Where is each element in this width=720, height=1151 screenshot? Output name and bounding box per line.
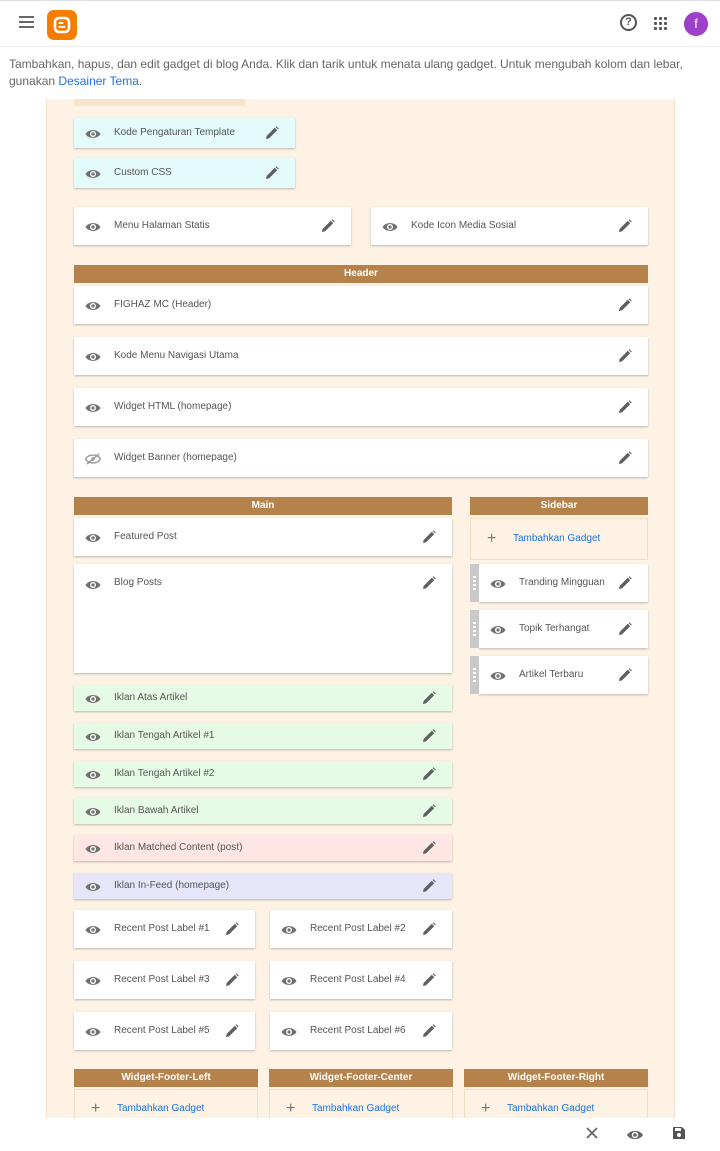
pencil-icon[interactable] bbox=[225, 1024, 239, 1043]
gadget-label: FIGHAZ MC (Header) bbox=[114, 299, 212, 310]
eye-icon[interactable] bbox=[382, 220, 398, 238]
pencil-icon[interactable] bbox=[422, 691, 436, 710]
pencil-icon[interactable] bbox=[422, 1024, 436, 1043]
eye-icon[interactable] bbox=[85, 127, 101, 145]
add-gadget-label: Tambahkan Gadget bbox=[312, 1103, 400, 1114]
pencil-icon[interactable] bbox=[422, 804, 436, 823]
gadget-label: Recent Post Label #6 bbox=[310, 1025, 406, 1036]
eye-icon[interactable] bbox=[490, 623, 506, 641]
layout-description bbox=[9, 56, 699, 90]
eye-icon[interactable] bbox=[85, 220, 101, 238]
gadget-recent-post-4[interactable] bbox=[270, 961, 452, 999]
gadget-label: Recent Post Label #1 bbox=[114, 923, 210, 934]
description-text: Tambahkan, hapus, dan edit gadget di blog Anda. Klik dan tarik untuk menata ulang gadget. Untuk mengubah kolom dan lebar, gunakan bbox=[9, 57, 683, 88]
pencil-icon[interactable] bbox=[618, 349, 632, 368]
eye-icon[interactable] bbox=[490, 577, 506, 595]
eye-icon[interactable] bbox=[85, 350, 101, 368]
gadget-iklan-matched-content[interactable] bbox=[74, 835, 452, 861]
gadget-label: Menu Halaman Statis bbox=[114, 220, 210, 231]
eye-icon[interactable] bbox=[85, 974, 101, 992]
pencil-icon[interactable] bbox=[618, 622, 632, 641]
eye-icon[interactable] bbox=[281, 923, 297, 941]
account-avatar[interactable]: f bbox=[684, 12, 708, 36]
pencil-icon[interactable] bbox=[618, 668, 632, 687]
section-sidebar-title: Sidebar bbox=[470, 497, 648, 515]
help-icon[interactable]: ? bbox=[620, 14, 637, 31]
pencil-icon[interactable] bbox=[225, 922, 239, 941]
eye-icon[interactable] bbox=[85, 923, 101, 941]
blogger-logo[interactable] bbox=[47, 10, 77, 40]
footer-center-add-gadget[interactable] bbox=[269, 1089, 453, 1118]
gadget-kode-icon-media-sosial[interactable] bbox=[371, 207, 648, 245]
pencil-icon[interactable] bbox=[618, 219, 632, 238]
gadget-label: Topik Terhangat bbox=[519, 623, 590, 634]
gadget-blog-posts[interactable] bbox=[74, 564, 452, 673]
eye-icon[interactable] bbox=[85, 1025, 101, 1043]
eye-icon[interactable] bbox=[85, 578, 101, 596]
preview-eye-icon[interactable] bbox=[626, 1128, 644, 1146]
gadget-featured-post[interactable] bbox=[74, 518, 452, 556]
gadget-label: Recent Post Label #5 bbox=[114, 1025, 210, 1036]
gadget-label: Kode Pengaturan Template bbox=[114, 127, 236, 138]
top-app-bar bbox=[0, 0, 720, 47]
apps-icon[interactable] bbox=[654, 17, 668, 31]
pencil-icon[interactable] bbox=[321, 219, 335, 238]
gadget-recent-post-2[interactable] bbox=[270, 910, 452, 948]
pencil-icon[interactable] bbox=[618, 400, 632, 419]
plus-icon: + bbox=[481, 1100, 491, 1117]
gadget-widget-banner-homepage[interactable] bbox=[74, 439, 648, 477]
gadget-kode-menu-navigasi[interactable] bbox=[74, 337, 648, 375]
eye-icon[interactable] bbox=[490, 669, 506, 687]
gadget-iklan-in-feed[interactable] bbox=[74, 873, 452, 899]
eye-icon[interactable] bbox=[281, 974, 297, 992]
pencil-icon[interactable] bbox=[618, 576, 632, 595]
gadget-label: Iklan Tengah Artikel #2 bbox=[114, 768, 215, 779]
gadget-topik-terhangat[interactable] bbox=[479, 610, 648, 648]
footer-left-add-gadget[interactable] bbox=[74, 1089, 258, 1118]
gadget-custom-css[interactable] bbox=[74, 158, 295, 188]
pencil-icon[interactable] bbox=[422, 530, 436, 549]
gadget-label: Iklan Tengah Artikel #1 bbox=[114, 730, 215, 741]
gadget-label: Artikel Terbaru bbox=[519, 669, 584, 680]
pencil-icon[interactable] bbox=[225, 973, 239, 992]
gadget-iklan-atas-artikel[interactable] bbox=[74, 685, 452, 711]
gadget-label: Tranding Mingguan bbox=[519, 577, 605, 588]
pencil-icon[interactable] bbox=[422, 973, 436, 992]
gadget-iklan-tengah-artikel-2[interactable] bbox=[74, 761, 452, 787]
section-header-title: Header bbox=[74, 265, 648, 283]
description-end: . bbox=[138, 74, 143, 88]
pencil-icon[interactable] bbox=[618, 298, 632, 317]
gadget-label: Recent Post Label #4 bbox=[310, 974, 406, 985]
eye-icon[interactable] bbox=[85, 805, 101, 823]
add-gadget-label: Tambahkan Gadget bbox=[117, 1103, 205, 1114]
gadget-iklan-tengah-artikel-1[interactable] bbox=[74, 723, 452, 749]
pencil-icon[interactable] bbox=[422, 767, 436, 786]
gadget-label: Recent Post Label #3 bbox=[114, 974, 210, 985]
drag-handle[interactable] bbox=[470, 564, 479, 602]
gadget-label: Iklan Matched Content (post) bbox=[114, 842, 243, 853]
eye-icon[interactable] bbox=[281, 1025, 297, 1043]
section-footer-center-title: Widget-Footer-Center bbox=[269, 1069, 453, 1087]
pencil-icon[interactable] bbox=[422, 729, 436, 748]
gadget-label: Kode Menu Navigasi Utama bbox=[114, 350, 239, 361]
layout-canvas bbox=[46, 99, 675, 1118]
plus-icon: + bbox=[286, 1100, 296, 1117]
footer-right-add-gadget[interactable] bbox=[464, 1089, 648, 1118]
eye-icon[interactable] bbox=[85, 401, 101, 419]
gadget-recent-post-1[interactable] bbox=[74, 910, 255, 948]
eye-icon[interactable] bbox=[85, 768, 101, 786]
gadget-label: Blog Posts bbox=[114, 577, 162, 588]
sidebar-add-gadget[interactable] bbox=[470, 518, 648, 560]
gadget-fighaz-mc-header[interactable] bbox=[74, 286, 648, 324]
eye-icon[interactable] bbox=[85, 531, 101, 549]
drag-handle[interactable] bbox=[470, 610, 479, 648]
section-footer-right-title: Widget-Footer-Right bbox=[464, 1069, 648, 1087]
section-main-title: Main bbox=[74, 497, 452, 515]
gadget-label: Iklan In-Feed (homepage) bbox=[114, 880, 230, 891]
drag-handle[interactable] bbox=[470, 656, 479, 694]
gadget-menu-halaman-statis[interactable] bbox=[74, 207, 351, 245]
plus-icon: + bbox=[91, 1100, 101, 1117]
close-icon[interactable] bbox=[585, 1126, 599, 1145]
pencil-icon[interactable] bbox=[422, 841, 436, 860]
eye-icon[interactable] bbox=[85, 299, 101, 317]
eye-off-icon[interactable] bbox=[85, 452, 101, 470]
eye-icon[interactable] bbox=[85, 692, 101, 710]
gadget-widget-html-homepage[interactable] bbox=[74, 388, 648, 426]
pencil-icon[interactable] bbox=[422, 879, 436, 898]
pencil-icon[interactable] bbox=[618, 451, 632, 470]
pencil-icon[interactable] bbox=[422, 922, 436, 941]
gadget-recent-post-3[interactable] bbox=[74, 961, 255, 999]
gadget-iklan-bawah-artikel[interactable] bbox=[74, 798, 452, 824]
pencil-icon[interactable] bbox=[265, 166, 279, 185]
plus-icon: + bbox=[487, 530, 497, 547]
gadget-label: Featured Post bbox=[114, 531, 177, 542]
gadget-label: Iklan Bawah Artikel bbox=[114, 805, 199, 816]
pencil-icon[interactable] bbox=[265, 126, 279, 145]
gadget-artikel-terbaru[interactable] bbox=[479, 656, 648, 694]
theme-designer-link[interactable]: Desainer Tema bbox=[58, 74, 139, 88]
eye-icon[interactable] bbox=[85, 730, 101, 748]
add-gadget-label: Tambahkan Gadget bbox=[507, 1103, 595, 1114]
eye-icon[interactable] bbox=[85, 167, 101, 185]
collapsed-section-strip bbox=[74, 99, 245, 106]
add-gadget-label: Tambahkan Gadget bbox=[513, 533, 601, 544]
gadget-label: Recent Post Label #2 bbox=[310, 923, 406, 934]
gadget-label: Custom CSS bbox=[114, 167, 172, 178]
gadget-label: Kode Icon Media Sosial bbox=[411, 220, 517, 231]
section-footer-left-title: Widget-Footer-Left bbox=[74, 1069, 258, 1087]
gadget-label: Widget HTML (homepage) bbox=[114, 401, 232, 412]
pencil-icon[interactable] bbox=[422, 576, 436, 595]
gadget-kode-pengaturan-template[interactable] bbox=[74, 118, 295, 148]
save-icon[interactable] bbox=[672, 1126, 686, 1145]
eye-icon[interactable] bbox=[85, 880, 101, 898]
gadget-label: Widget Banner (homepage) bbox=[114, 452, 237, 463]
gadget-recent-post-5[interactable] bbox=[74, 1012, 255, 1050]
gadget-recent-post-6[interactable] bbox=[270, 1012, 452, 1050]
eye-icon[interactable] bbox=[85, 842, 101, 860]
bottom-action-bar bbox=[0, 1118, 720, 1151]
menu-icon[interactable] bbox=[19, 16, 34, 28]
gadget-tranding-mingguan[interactable] bbox=[479, 564, 648, 602]
gadget-label: Iklan Atas Artikel bbox=[114, 692, 188, 703]
